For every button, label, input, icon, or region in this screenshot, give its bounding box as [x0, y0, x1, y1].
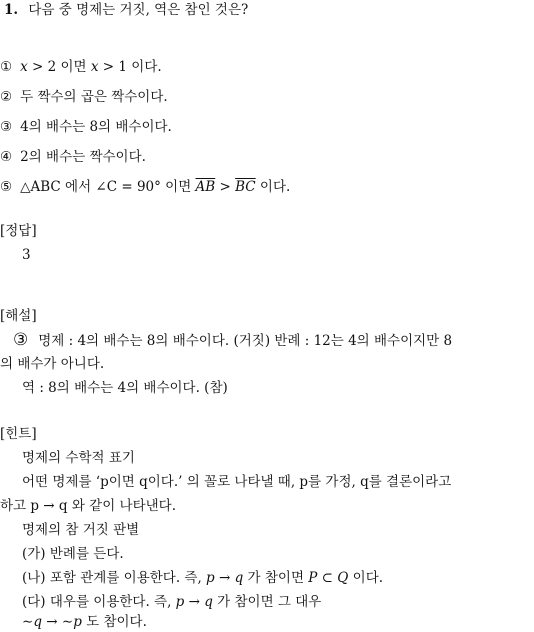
math-variable: q [204, 594, 213, 610]
question-header [4, 0, 248, 20]
text-run: 2의 배수는 짝수이다. [20, 149, 146, 165]
text-run: 4의 배수는 8의 배수이다. [20, 119, 172, 135]
math-variable: Q [337, 570, 349, 586]
text-run: ∼ [22, 614, 34, 630]
option-5[interactable] [0, 177, 290, 197]
text-run: 가 참이면 [243, 570, 309, 586]
option-2[interactable] [0, 87, 168, 107]
hint-na [22, 568, 383, 588]
hint-title: 명제의 수학적 표기 [22, 450, 135, 466]
explanation-mark: ③ [13, 330, 29, 350]
math-segment: $\overline{AB}$ [195, 179, 216, 195]
math-variable: p [175, 594, 185, 610]
text-run: > [215, 179, 236, 195]
hint-ga: (가) 반례를 든다. [22, 546, 124, 562]
option-1-text [20, 59, 162, 75]
hint-line-1: 어떤 명제를 ‘p이면 q이다.’ 의 꼴로 나타낼 때, p를 가정, q를 결론이라고 [22, 474, 452, 490]
math-variable: P [308, 570, 318, 586]
hint-da [22, 592, 321, 612]
option-4-mark: ④ [0, 149, 13, 165]
answer-label: [정답] [0, 223, 37, 239]
math-variable: p [73, 614, 82, 630]
text-run: 도 참이다. [81, 614, 147, 630]
option-2-mark: ② [0, 89, 13, 105]
math-segment: $\overline{BC}$ [235, 179, 256, 195]
option-4-text [20, 149, 146, 165]
text-run: (나) 포함 관계를 이용한다. 즉, [22, 570, 207, 586]
answer-value: 3 [22, 247, 31, 263]
text-run: > 2 이면 [27, 59, 91, 75]
option-5-mark: ⑤ [0, 179, 13, 195]
explanation-label: [해설] [0, 308, 37, 324]
math-variable: q [33, 614, 42, 630]
question-text: 다음 중 명제는 거짓, 역은 참인 것은? [28, 2, 249, 18]
hint-line-2: 하고 p → q 와 같이 나타낸다. [0, 498, 177, 514]
option-3-text [20, 119, 172, 135]
explanation-line-3: 역 : 8의 배수는 4의 배수이다. (참) [22, 380, 228, 396]
text-run: ⊂ [317, 570, 338, 586]
option-3[interactable] [0, 117, 172, 137]
option-2-text [20, 89, 168, 105]
explanation-line-2: 의 배수가 아니다. [0, 356, 105, 372]
text-run: (다) 대우를 이용한다. 즉, [22, 594, 176, 610]
hint-subtitle: 명제의 참 거짓 판별 [22, 522, 140, 538]
question-number: 1. [4, 2, 19, 18]
text-run: 가 참이면 그 대우 [212, 594, 322, 610]
text-run: 두 짝수의 곱은 짝수이다. [20, 89, 168, 105]
hint-last [22, 612, 147, 632]
hint-label: [힌트] [0, 426, 37, 442]
text-run: → ∼ [41, 614, 74, 630]
text-run: → [214, 570, 235, 586]
option-4[interactable] [0, 147, 146, 167]
math-variable: q [234, 570, 244, 586]
text-run: 이다. [255, 179, 291, 195]
explanation-line-1 [0, 330, 452, 351]
option-1-mark: ① [0, 59, 13, 75]
option-3-mark: ③ [0, 119, 13, 135]
text-run: → [184, 594, 205, 610]
math-variable: x [90, 59, 99, 75]
text-run: > 1 이다. [98, 59, 162, 75]
option-5-text [20, 179, 290, 195]
explanation-text-1: 명제 : 4의 배수는 8의 배수이다. (거짓) 반례 : 12는 4의 배수이지만 8 [38, 333, 453, 349]
math-variable: x [20, 59, 28, 75]
text-run: △ABC 에서 ∠C = 90° 이면 [20, 179, 196, 195]
text-run: 이다. [348, 570, 384, 586]
option-1[interactable] [0, 57, 162, 77]
math-variable: p [206, 570, 215, 586]
